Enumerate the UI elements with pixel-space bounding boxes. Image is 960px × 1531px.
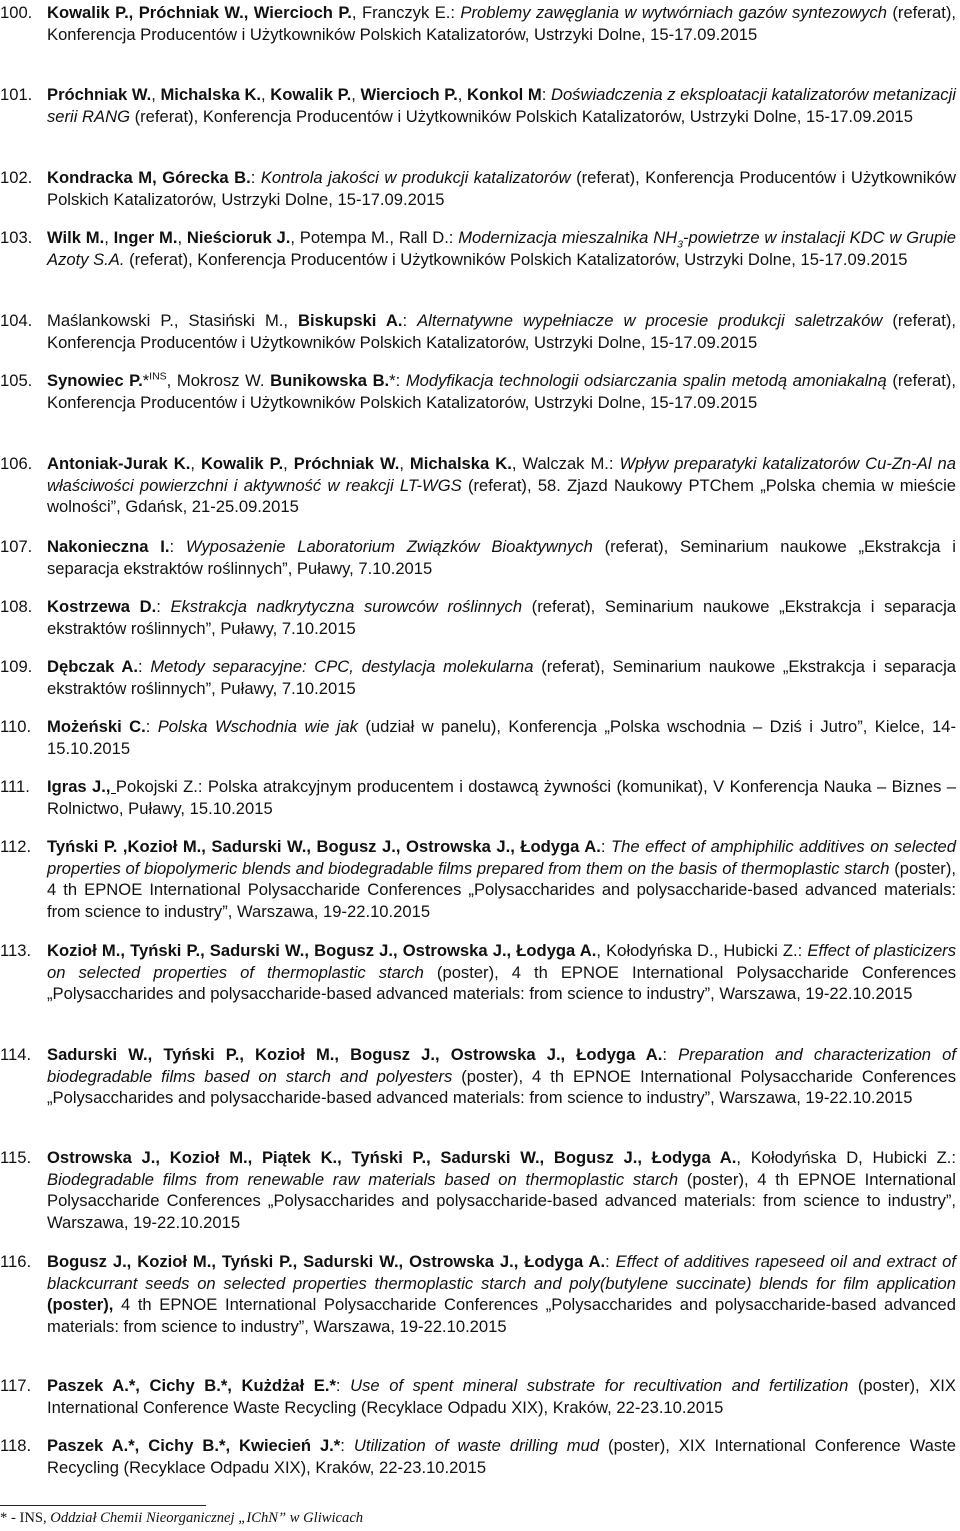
entry-text: ,: [399, 454, 410, 473]
entry-title: Polska Wschodnia wie jak: [157, 717, 358, 736]
entry-title: The effect of amphiphilic additives on selected properties of biopolymeric blends and biodegradable films prepared from them on the basis of thermoplastic starch: [47, 837, 956, 878]
publication-entry: [0, 227, 960, 270]
entry-title: Alternatywne wypełniacze w procesie produkcji saletrzaków: [417, 311, 883, 330]
entry-text: (poster), XIX International Conference Waste Recycling (Recyklace Odpadu XIX), Kraków, 22-23.10.2015: [47, 1376, 956, 1417]
entry-text: ,: [151, 85, 161, 104]
entry-text: :: [250, 168, 261, 187]
entry-text: (poster), 4 th EPNOE International Polysaccharide Conferences „Polysaccharides and polysaccharide-based advanced materials: from science to industry”, Warszawa, 19-22.10.2015: [47, 1169, 956, 1232]
entry-text: 4 th EPNOE International Polysaccharide Conferences „Polysaccharides and polysaccharide-based advanced materials: from science to industry”, Warszawa, 19-22.10.2015: [47, 1295, 956, 1336]
entry-authors: Konkol M: [467, 85, 542, 104]
entry-text: :: [169, 537, 186, 556]
publication-entry: [0, 453, 960, 518]
entry-authors: Ostrowska J., Kozioł M., Piątek K., Tyński P., Sadurski W., Bogusz J., Łodyga A.: [47, 1148, 737, 1167]
publication-entry: [0, 1435, 960, 1478]
entry-text: (referat), Seminarium naukowe „Ekstrakcja i separacja ekstraktów roślinnych”, Puławy, 7.10.2015: [47, 597, 957, 638]
entry-title: Kontrola jakości w produkcji katalizatorów: [260, 168, 571, 187]
entry-text: INS: [149, 370, 167, 383]
entry-title: Effect of plasticizers on selected properties of thermoplastic starch: [47, 941, 956, 982]
publication-entry: [0, 1147, 960, 1233]
entry-authors: Synowiec P.: [47, 371, 143, 390]
entry-text: (poster), 4 th EPNOE International Polysaccharide Conferences „Polysaccharides and polysaccharide-based advanced materials: from science to industry”, Warszawa, 19-22.10.2015: [47, 1066, 956, 1108]
entry-text: :: [600, 837, 612, 856]
entry-number: 118.: [0, 1436, 32, 1455]
entry-text: Maślankowski P., Stasiński M.,: [47, 311, 299, 330]
entry-text: ,: [190, 454, 201, 473]
entry-number: 105.: [0, 371, 33, 390]
entry-text: (udział w panelu), Konferencja „Polska wschodnia – Dziś i Jutro”, Kielce, 14-15.10.2015: [47, 717, 956, 758]
publication-entry: [0, 940, 960, 1005]
entry-text: ,: [104, 228, 114, 247]
entry-authors: Bunikowska B.: [270, 371, 390, 390]
entry-title: Doświadczenia z eksploatacji katalizatorów metanizacji serii RANG: [47, 85, 956, 126]
entry-text: Pokojski Z.: Polska atrakcyjnym producentem i dostawcą żywności (komunikat), V Konferencja Nauka – Biznes – Rolnictwo, Puławy, 15.10.2015: [47, 777, 956, 818]
entry-authors: Paszek A.*, Cichy B.*, Kwiecień J.*: [47, 1436, 341, 1455]
entry-authors: Możeński C.: [47, 717, 146, 736]
entry-text: :: [145, 717, 158, 736]
entry-number: 117.: [0, 1376, 32, 1395]
entry-text: :: [662, 1045, 679, 1064]
entry-number: 103.: [0, 228, 33, 247]
entry-authors: Próchniak W.: [47, 85, 152, 104]
publication-entry: [0, 716, 960, 759]
entry-authors: Kowalik P.: [200, 454, 284, 473]
entry-number: 104.: [0, 311, 33, 330]
entry-title: Wyposażenie Laboratorium Związków Bioaktywnych: [185, 537, 593, 556]
publication-entry: [0, 536, 960, 579]
entry-title: Preparation and characterization of biodegradable films based on starch and polyesters: [47, 1045, 956, 1086]
entry-text: , Kołodyńska D, Hubicki Z.:: [736, 1148, 956, 1167]
publication-entry: [0, 776, 960, 819]
entry-text: ,: [177, 228, 187, 247]
footnote: [0, 1509, 960, 1527]
entry-authors: Inger M.: [113, 228, 178, 247]
publication-entry: [0, 836, 960, 922]
entry-text: :: [605, 1252, 616, 1271]
publication-entry: [0, 2, 960, 45]
entry-authors: Tyński P. ,Kozioł M., Sadurski W., Bogusz J., Ostrowska J., Łodyga A.: [47, 837, 601, 856]
entry-text: *: [142, 371, 150, 390]
entry-authors: Kowalik P., Próchniak W., Wiercioch P.: [47, 3, 352, 22]
entry-authors: Michalska K.: [160, 85, 262, 104]
entry-text: , Walczak M.:: [511, 454, 620, 473]
publication-entry: [0, 167, 960, 210]
entry-authors: Kondracka M, Górecka B.: [47, 168, 251, 187]
entry-text: (referat), 58. Zjazd Naukowy PTChem „Polska chemia w mieście wolności”, Gdańsk, 21-25.09.2015: [47, 475, 957, 517]
entry-text: , Mokrosz W.: [166, 371, 271, 390]
entry-text: (poster), XIX International Conference Waste Recycling (Recyklace Odpadu XIX), Kraków, 22-23.10.2015: [47, 1436, 956, 1477]
entry-text: (referat), Seminarium naukowe „Ekstrakcja i separacja ekstraktów roślinnych”, Puławy, 7.10.2015: [47, 657, 956, 698]
publication-entry: [0, 310, 960, 353]
entry-title: Use of spent mineral substrate for recultivation and fertilization: [350, 1376, 849, 1395]
entry-authors: (poster),: [47, 1295, 114, 1315]
entry-number: 116.: [0, 1252, 32, 1271]
entry-text: (referat), Konferencja Producentów i Użytkowników Polskich Katalizatorów, Ustrzyki Dolne, 15-17.09.2015: [47, 311, 956, 352]
entry-text: (referat), Konferencja Producentów i Użytkowników Polskich Katalizatorów, Ustrzyki Dolne, 15-17.09.2015: [47, 371, 956, 412]
entry-title: Biodegradable films from renewable raw materials based on thermoplastic starch: [47, 1169, 679, 1189]
entry-text: (referat), Konferencja Producentów i Użytkowników Polskich Katalizatorów, Ustrzyki Dolne, 15-17.09.2015: [47, 3, 957, 44]
entry-number: 110.: [0, 717, 32, 736]
entry-authors: Kostrzewa D.: [47, 597, 157, 616]
entry-text: ,: [283, 454, 294, 473]
entry-number: 106.: [0, 454, 33, 473]
entry-text: :: [340, 1436, 354, 1455]
entry-text: , Kołodyńska D., Hubicki Z.:: [596, 941, 808, 960]
entry-text: (referat), Seminarium naukowe „Ekstrakcja i separacja ekstraktów roślinnych”, Puławy, 7.10.2015: [47, 537, 956, 578]
publication-entry: [0, 1375, 960, 1418]
entry-text: , Franczyk E.:: [351, 3, 461, 22]
entry-number: 102.: [0, 168, 33, 187]
publication-entry: [0, 596, 960, 639]
publication-entry: [0, 370, 960, 413]
entry-text: 3: [677, 238, 684, 251]
entry-authors: Sadurski W., Tyński P., Kozioł M., Bogusz J., Ostrowska J., Łodyga A.: [47, 1045, 663, 1064]
entry-authors: Dębczak A.: [47, 657, 139, 676]
entry-text: :: [156, 597, 171, 616]
entry-authors: Nieścioruk J.: [186, 228, 291, 247]
entry-text: ,: [351, 85, 361, 104]
entry-number: 109.: [0, 657, 33, 676]
entry-title: Effect of additives rapeseed oil and extract of blackcurrant seeds on selected properties thermoplastic starch and poly(butylene succinate) blends for film application: [47, 1252, 956, 1293]
entry-text: (referat), Konferencja Producentów i Użytkowników Polskich Katalizatorów, Ustrzyki Dolne, 15-17.09.2015: [47, 168, 956, 209]
entry-authors: Kowalik P.: [270, 85, 352, 104]
entry-authors: Nakonieczna I.: [47, 537, 170, 556]
publication-entry: [0, 84, 960, 127]
entry-title: -powietrze w instalacji KDC w Grupie Azoty S.A.: [47, 228, 956, 269]
entry-text: :: [138, 657, 151, 676]
entry-title: Metody separacyjne: CPC, destylacja molekularna: [150, 657, 534, 676]
entry-authors: Bogusz J., Kozioł M., Tyński P., Sadurski W., Ostrowska J., Łodyga A.: [47, 1252, 606, 1271]
entry-number: 115.: [0, 1148, 32, 1167]
entry-text: (poster), 4 th EPNOE International Polysaccharide Conferences „Polysaccharides and polysaccharide-based advanced materials: from science to industry”, Warszawa, 19-22.10.2015: [47, 962, 956, 1004]
entry-title: Wpływ preparatyki katalizatorów Cu-Zn-Al na właściwości powierzchni i aktywność w reakcji LT-WGS: [47, 454, 956, 495]
entry-authors: Paszek A.*, Cichy B.*, Kużdżał E.*: [47, 1376, 336, 1395]
entry-text: :: [402, 311, 418, 330]
entry-number: 108.: [0, 597, 33, 616]
publication-entry: [0, 1251, 960, 1337]
publication-entry: [0, 656, 960, 699]
publication-entry: [0, 1044, 960, 1109]
entry-text: ,: [457, 85, 468, 104]
entry-title: Problemy zawęglania w wytwórniach gazów syntezowych: [460, 3, 887, 22]
entry-authors: Antoniak-Jurak K.: [47, 454, 191, 473]
entry-authors: Igras J.: [47, 777, 106, 796]
footnote-prefix: * - INS,: [0, 1510, 51, 1526]
entry-text: , Potempa M., Rall D.:: [290, 228, 459, 247]
entry-text: :: [335, 1376, 351, 1395]
entry-text: ,: [105, 777, 116, 796]
entry-number: 100.: [0, 3, 33, 22]
entry-number: 101.: [0, 85, 33, 104]
entry-authors: Wiercioch P.: [360, 85, 458, 104]
footnote-text: Oddział Chemii Nieorganicznej „IChN” w Gliwicach: [50, 1510, 364, 1526]
entry-authors: Próchniak W.: [293, 454, 400, 473]
entry-number: 114.: [0, 1045, 32, 1064]
entry-text: :: [541, 85, 551, 104]
entry-number: 111.: [0, 777, 30, 796]
entry-authors: Michalska K.: [409, 454, 512, 473]
footnote-separator: [0, 1505, 206, 1506]
entry-authors: Wilk M.: [47, 228, 105, 247]
entry-title: Modyfikacja technologii odsiarczania spalin metodą amoniakalną: [405, 371, 887, 390]
entry-text: (referat), Konferencja Producentów i Użytkowników Polskich Katalizatorów, Ustrzyki Dolne, 15-17.09.2015: [124, 249, 908, 269]
entry-title: Modernizacja mieszalnika NH: [458, 228, 678, 247]
entry-number: 112.: [0, 837, 32, 856]
entry-number: 107.: [0, 537, 33, 556]
entry-text: ,: [261, 85, 271, 104]
entry-text: (poster), 4 th EPNOE International Polysaccharide Conferences „Polysaccharides and polysaccharide-based advanced materials: from science to industry”, Warszawa, 19-22.10.2015: [47, 858, 956, 921]
entry-authors: Biskupski A.: [298, 311, 403, 330]
entry-text: *:: [389, 371, 406, 390]
entry-number: 113.: [0, 941, 32, 960]
entry-title: Ekstrakcja nadkrytyczna surowców roślinnych: [170, 597, 523, 616]
entry-title: Utilization of waste drilling mud: [353, 1436, 600, 1455]
entry-text: (referat), Konferencja Producentów i Użytkowników Polskich Katalizatorów, Ustrzyki Dolne, 15-17.09.2015: [129, 106, 914, 126]
entry-authors: Kozioł M., Tyński P., Sadurski W., Bogusz J., Ostrowska J., Łodyga A.: [47, 941, 597, 960]
